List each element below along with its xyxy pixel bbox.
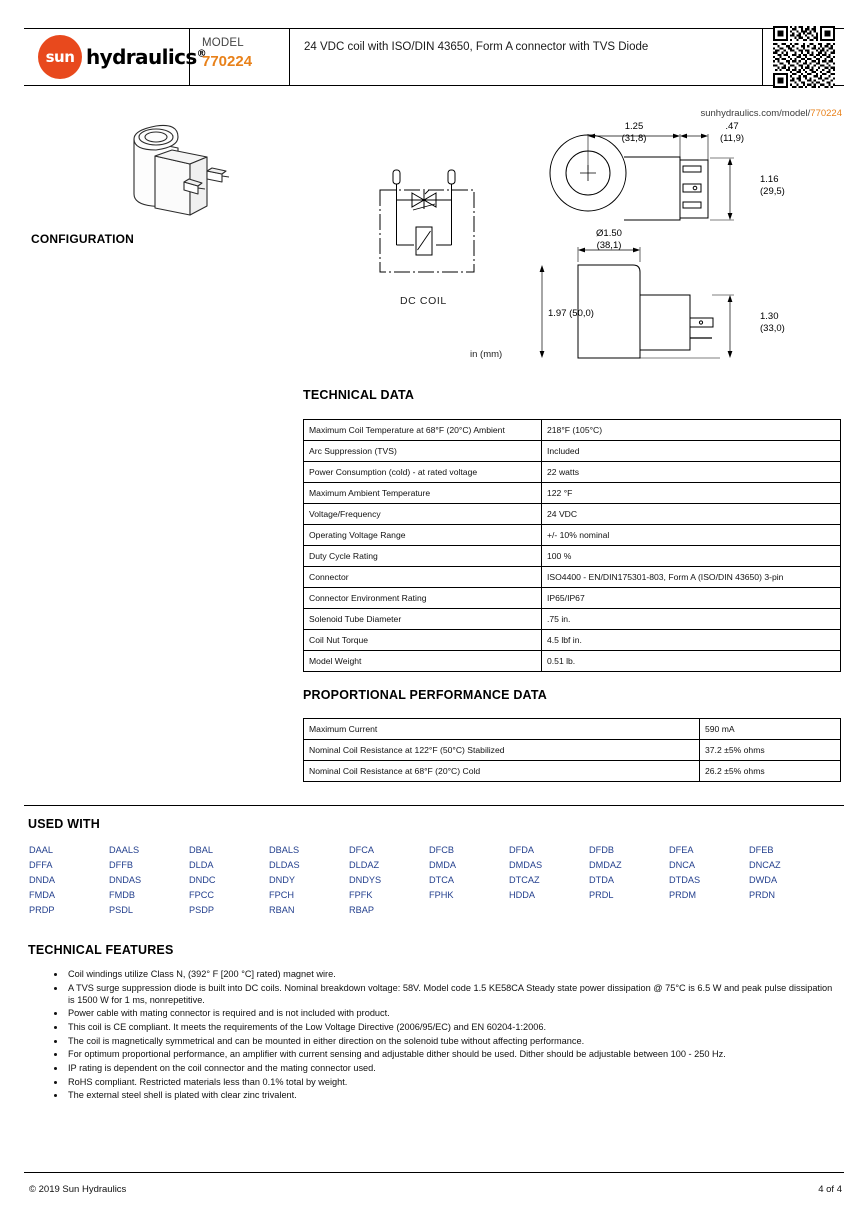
used-with-code[interactable]: DTCAZ [509,875,540,885]
page-number: 4 of 4 [818,1184,842,1195]
table-cell-value: 100 % [542,546,841,567]
table-cell-label: Connector [304,567,542,588]
proportional-performance-body [304,719,841,782]
used-with-code[interactable]: DFFA [29,860,53,870]
used-with-code[interactable]: FPFK [349,890,373,900]
table-row [304,441,841,462]
used-with-code[interactable]: DFCA [349,845,375,855]
dimensioned-drawings [520,110,850,370]
schematic-label: DC COIL [400,295,447,307]
table-cell-value: +/- 10% nominal [542,525,841,546]
table-row [304,546,841,567]
used-with-code[interactable]: PSDL [109,905,134,915]
table-cell-value: ISO4400 - EN/DIN175301-803, Form A (ISO/DIN 43650) 3-pin [542,567,841,588]
dim-150-mm: (38,1) [596,240,622,251]
used-with-code[interactable]: DMDA [429,860,457,870]
used-with-code[interactable]: DLDAS [269,860,300,870]
used-with-code[interactable]: DNDYS [349,875,382,885]
table-cell-value: 590 mA [700,719,841,740]
table-cell-value: 22 watts [542,462,841,483]
model-number: 770224 [202,53,253,70]
used-with-code[interactable]: DFEA [669,845,694,855]
table-cell-value: 0.51 lb. [542,651,841,672]
used-with-code[interactable]: DNCAZ [749,860,781,870]
used-with-code[interactable]: PRDP [29,905,55,915]
technical-data-table [303,419,841,672]
used-with-code[interactable]: FMDB [109,890,136,900]
table-cell-value: 26.2 ±5% ohms [700,761,841,782]
used-with-code[interactable]: PRDL [589,890,614,900]
used-with-code[interactable]: RBAN [269,905,295,915]
dim-197: 1.97 (50,0) [548,308,594,319]
table-cell-label: Coil Nut Torque [304,630,542,651]
used-with-code[interactable]: DFDB [589,845,615,855]
table-cell-value: Included [542,441,841,462]
used-with-code[interactable]: DFCB [429,845,455,855]
dim-047-in: .47 [725,121,739,132]
table-cell-label: Maximum Coil Temperature at 68°F (20°C) Ambient [304,420,542,441]
dc-coil-schematic [372,160,492,290]
used-with-code[interactable]: FMDA [29,890,56,900]
feature-item: • Power cable with mating connector is required and is not included with product. [66,1007,834,1019]
url-model-number: 770224 [810,108,842,119]
used-with-code[interactable]: DFEB [749,845,774,855]
product-description: 24 VDC coil with ISO/DIN 43650, Form A connector with TVS Diode [304,41,649,53]
used-with-code[interactable]: DNCA [669,860,696,870]
table-cell-value: 4.5 lbf in. [542,630,841,651]
proportional-performance-table [303,718,841,782]
dim-047-mm: (11,9) [719,133,745,144]
used-with-code[interactable]: DFFB [109,860,133,870]
used-with-heading: USED WITH [28,817,100,831]
logo-sun-text: sun [45,48,75,66]
used-with-code[interactable]: DAAL [29,845,54,855]
table-row [304,420,841,441]
used-with-code[interactable]: DTDAS [669,875,701,885]
table-cell-label: Solenoid Tube Diameter [304,609,542,630]
used-with-code[interactable]: DMDAS [509,860,543,870]
used-with-code[interactable]: PRDN [749,890,776,900]
table-cell-label: Voltage/Frequency [304,504,542,525]
table-cell-value: IP65/IP67 [542,588,841,609]
feature-item: • The coil is magnetically symmetrical and can be mounted in either direction on the solenoid tube without affecting performance. [66,1035,834,1047]
table-cell-label: Operating Voltage Range [304,525,542,546]
used-with-code[interactable]: FPCC [189,890,215,900]
table-row [304,588,841,609]
technical-features-heading: TECHNICAL FEATURES [28,943,174,957]
table-row [304,609,841,630]
table-cell-value: 218°F (105°C) [542,420,841,441]
feature-item: • RoHS compliant. Restricted materials less than 0.1% total by weight. [66,1076,834,1088]
dim-1-16-in: 1.16 [760,174,779,185]
table-cell-label: Duty Cycle Rating [304,546,542,567]
table-row [304,462,841,483]
table-cell-label: Power Consumption (cold) - at rated voltage [304,462,542,483]
configuration-heading: CONFIGURATION [31,232,135,246]
used-with-code[interactable]: PRDM [669,890,697,900]
logo-hydraulics-text: hydraulics® [86,45,207,69]
used-with-code[interactable]: DBALS [269,845,300,855]
dim-1-25-mm: (31,8) [621,133,647,144]
qr-code-icon [762,29,844,85]
table-row [304,483,841,504]
used-with-code[interactable]: DNDA [29,875,56,885]
used-with-code[interactable]: DLDA [189,860,214,870]
used-with-code[interactable]: DNDAS [109,875,142,885]
features-ul [44,968,834,1101]
used-with-code[interactable]: DMDAZ [589,860,622,870]
table-cell-label: Nominal Coil Resistance at 68°F (20°C) Cold [304,761,700,782]
used-with-code[interactable]: DWDA [749,875,778,885]
used-with-code[interactable]: DNDC [189,875,216,885]
proportional-performance-heading: PROPORTIONAL PERFORMANCE DATA [303,688,547,702]
url-prefix: sunhydraulics.com/model/ [700,108,811,119]
dim-130-mm: (33,0) [760,323,785,334]
used-with-code[interactable]: DLDAZ [349,860,380,870]
footer-divider [24,1172,844,1173]
table-cell-label: Maximum Ambient Temperature [304,483,542,504]
used-with-code[interactable]: DNDY [269,875,296,885]
table-row [304,651,841,672]
table-row [304,630,841,651]
table-cell-label: Arc Suppression (TVS) [304,441,542,462]
table-row [304,567,841,588]
used-with-code[interactable]: DTDA [589,875,615,885]
table-cell-label: Model Weight [304,651,542,672]
technical-data-body [304,420,841,672]
coil-illustration [112,112,232,220]
used-with-code[interactable]: DFDA [509,845,535,855]
feature-item: • Coil windings utilize Class N, (392° F [200 °C] rated) magnet wire. [66,968,834,980]
table-row [304,740,841,761]
table-row [304,719,841,740]
sun-logo-icon [38,35,82,79]
table-cell-value: 37.2 ±5% ohms [700,740,841,761]
qr-code-svg [773,26,835,88]
used-with-divider [24,805,844,806]
dim-150-in: Ø1.50 [596,228,622,239]
table-row [304,525,841,546]
table-cell-label: Nominal Coil Resistance at 122°F (50°C) Stabilized [304,740,700,761]
used-with-code[interactable]: FPHK [429,890,454,900]
table-cell-label: Maximum Current [304,719,700,740]
dim-1-16-mm: (29,5) [760,186,785,197]
used-with-code[interactable]: DAALS [109,845,140,855]
used-with-code[interactable]: RBAP [349,905,375,915]
feature-item: • For optimum proportional performance, an amplifier with current sensing and adjustable dither should be used. Dither should be adjustable between 100 - 250 Hz. [66,1048,834,1060]
technical-data-heading: TECHNICAL DATA [303,388,415,402]
table-cell-label: Connector Environment Rating [304,588,542,609]
used-with-code-grid [29,845,829,920]
registered-mark-icon: ® [196,48,207,60]
table-cell-value: 24 VDC [542,504,841,525]
technical-features-list [44,968,834,1103]
dim-1-25-in: 1.25 [624,121,644,132]
feature-item: • A TVS surge suppression diode is built into DC coils. Nominal breakdown voltage: 58V. Model code 1.5 KE58CA Steady state power dissipation @ 75°C is 6.5 W and peak pulse dissipation is 1500 W for 1 ms, nonrepetitive. [66,982,834,1006]
used-with-code[interactable]: DBAL [189,845,214,855]
feature-item: • The external steel shell is plated with clear zinc trivalent. [66,1089,834,1101]
copyright-notice: © 2019 Sun Hydraulics [29,1184,127,1195]
table-cell-value: 122 °F [542,483,841,504]
feature-item: • This coil is CE compliant. It meets the requirements of the Low Voltage Directive (2006/95/EC) and EN 60204-1:2006. [66,1021,834,1033]
used-with-code[interactable]: HDDA [509,890,536,900]
feature-item: • IP rating is dependent on the coil connector and the mating connector used. [66,1062,834,1074]
used-with-code[interactable]: DTCA [429,875,455,885]
brand-logo [24,29,207,85]
used-with-code[interactable]: FPCH [269,890,295,900]
table-cell-value: .75 in. [542,609,841,630]
page-header [24,28,844,86]
dim-130-in: 1.30 [760,311,779,322]
units-label: in (mm) [470,349,503,360]
model-block [190,29,290,85]
table-row [304,504,841,525]
table-row [304,761,841,782]
model-label: MODEL [202,37,244,49]
used-with-code[interactable]: PSDP [189,905,215,915]
